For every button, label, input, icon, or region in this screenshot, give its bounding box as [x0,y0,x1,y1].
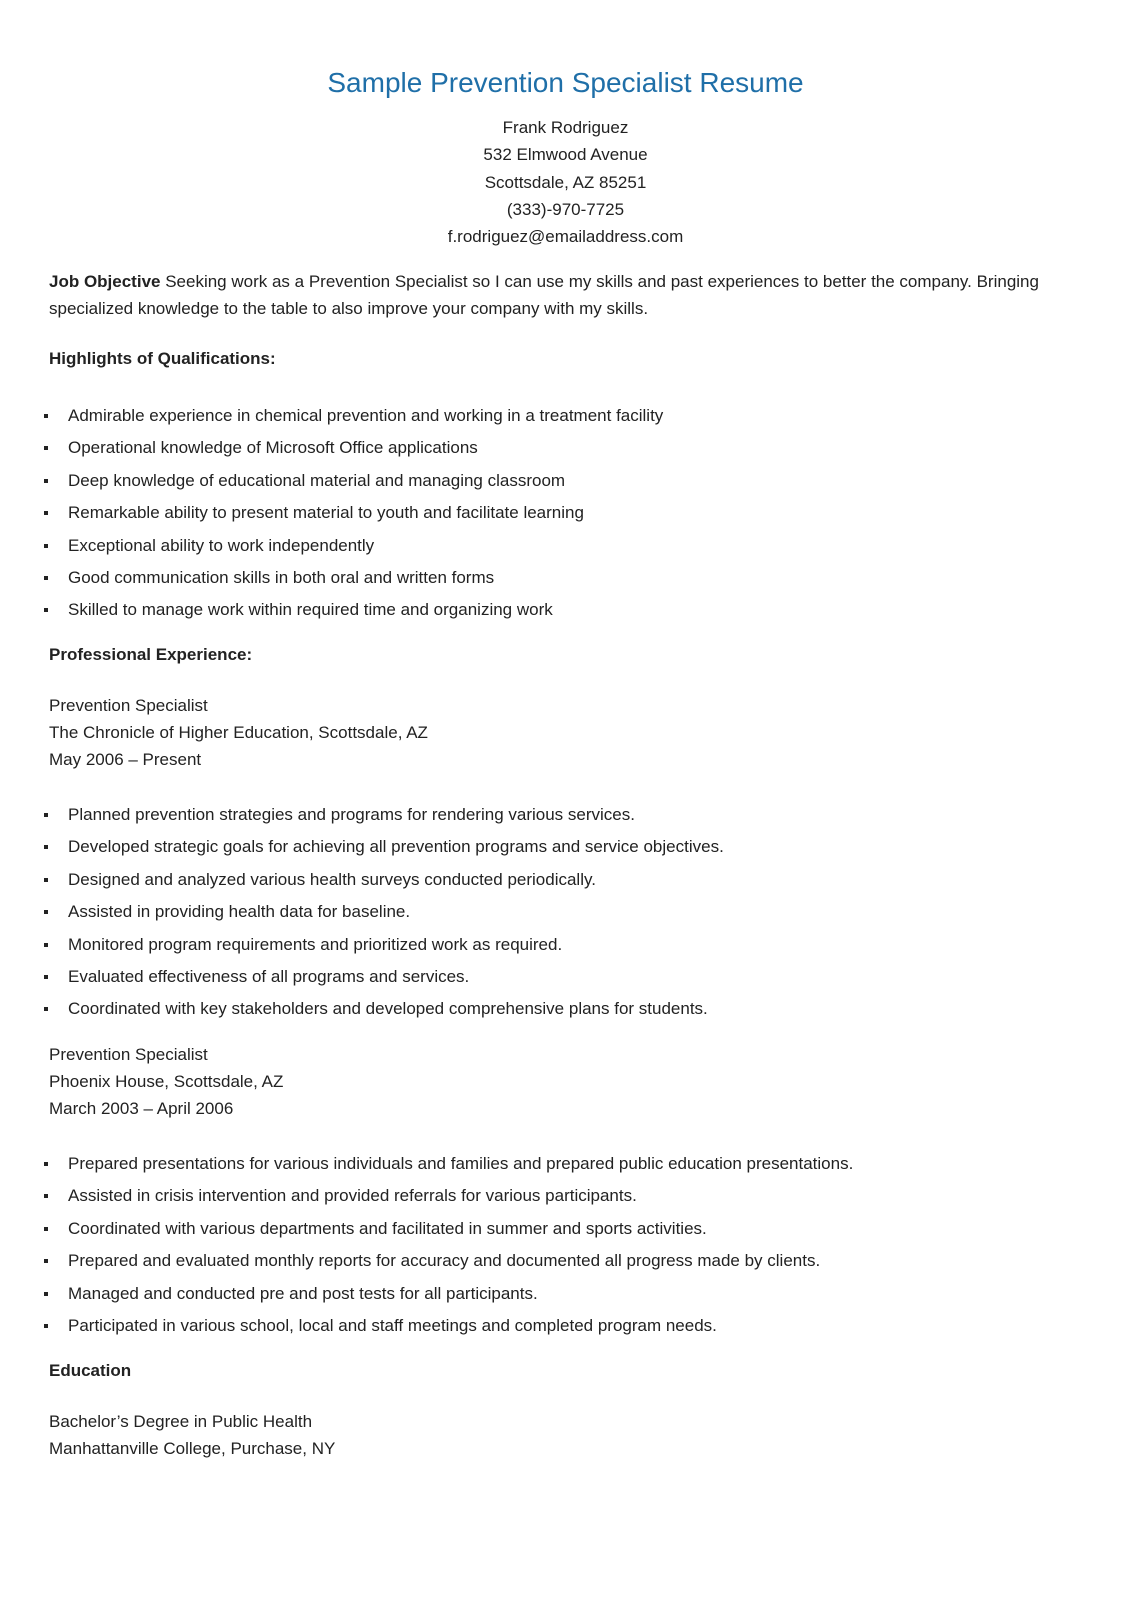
bullet-icon [44,1194,48,1198]
list-item: Assisted in crisis intervention and provided referrals for various participants. [49,1183,853,1215]
list-item: Prepared presentations for various individuals and families and prepared public education presentations. [49,1151,853,1183]
bullet-icon [44,1227,48,1231]
bullet-icon [44,878,48,882]
list-item: Deep knowledge of educational material and managing classroom [49,468,663,500]
job-2-duties [49,1151,853,1345]
list-item: Coordinated with various departments and facilitated in summer and sports activities. [49,1216,853,1248]
page-title: Sample Prevention Specialist Resume [327,67,804,98]
job-2-header [49,1041,1089,1122]
bullet-icon [44,1162,48,1166]
bullet-icon [44,910,48,914]
job-objective [49,269,1049,322]
bullet-icon [44,544,48,548]
job-1-header [49,692,1089,773]
bullet-icon [44,576,48,580]
list-item: Good communication skills in both oral and written forms [49,565,663,597]
bullet-icon [44,446,48,450]
list-item: Operational knowledge of Microsoft Office applications [49,435,663,467]
education-school: Manhattanville College, Purchase, NY [49,1439,336,1458]
education-degree: Bachelor’s Degree in Public Health [49,1412,313,1431]
list-item: Monitored program requirements and prioritized work as required. [49,932,724,964]
job-dates: March 2003 – April 2006 [49,1099,234,1118]
bullet-icon [44,975,48,979]
bullet-icon [44,1292,48,1296]
list-item: Admirable experience in chemical prevention and working in a treatment facility [49,403,663,435]
bullet-icon [44,1259,48,1263]
job-company: Phoenix House, Scottsdale, AZ [49,1072,284,1091]
education-heading: Education [49,1361,132,1380]
list-item: Participated in various school, local and staff meetings and completed program needs. [49,1313,853,1345]
contact-email: f.rodriguez@emailaddress.com [447,227,684,247]
highlights-list [49,403,663,630]
list-item: Skilled to manage work within required time and organizing work [49,597,663,629]
list-item: Managed and conducted pre and post tests for all participants. [49,1281,853,1313]
list-item: Developed strategic goals for achieving all prevention programs and service objectives. [49,834,724,866]
list-item: Remarkable ability to present material to youth and facilitate learning [49,500,663,532]
bullet-icon [44,511,48,515]
job-dates: May 2006 – Present [49,750,202,769]
bullet-icon [44,813,48,817]
bullet-icon [44,943,48,947]
job-title: Prevention Specialist [49,696,208,715]
job-1-duties [49,802,724,1029]
education-block [49,1408,1089,1462]
list-item: Designed and analyzed various health surveys conducted periodically. [49,867,724,899]
contact-city: Scottsdale, AZ 85251 [484,172,647,192]
contact-name: Frank Rodriguez [502,118,629,137]
job-objective-text: Seeking work as a Prevention Specialist so I can use my skills and past experiences to better the company. Bringing specialized knowledge to the table to also improve your company with my skills. [49,272,1039,318]
bullet-icon [44,608,48,612]
contact-block [0,114,1131,250]
list-item: Evaluated effectiveness of all programs and services. [49,964,724,996]
experience-heading: Professional Experience: [49,645,253,664]
bullet-icon [44,1007,48,1011]
job-objective-label: Job Objective [49,272,161,291]
list-item: Planned prevention strategies and programs for rendering various services. [49,802,724,834]
list-item: Coordinated with key stakeholders and developed comprehensive plans for students. [49,996,724,1028]
bullet-icon [44,479,48,483]
contact-phone: (333)-970-7725 [506,199,625,219]
highlights-heading: Highlights of Qualifications: [49,349,276,368]
bullet-icon [44,1324,48,1328]
job-company: The Chronicle of Higher Education, Scottsdale, AZ [49,723,428,742]
contact-street: 532 Elmwood Avenue [483,145,648,165]
bullet-icon [44,414,48,418]
job-title: Prevention Specialist [49,1045,208,1064]
list-item: Prepared and evaluated monthly reports for accuracy and documented all progress made by clients. [49,1248,853,1280]
list-item: Assisted in providing health data for baseline. [49,899,724,931]
list-item: Exceptional ability to work independently [49,533,663,565]
bullet-icon [44,845,48,849]
